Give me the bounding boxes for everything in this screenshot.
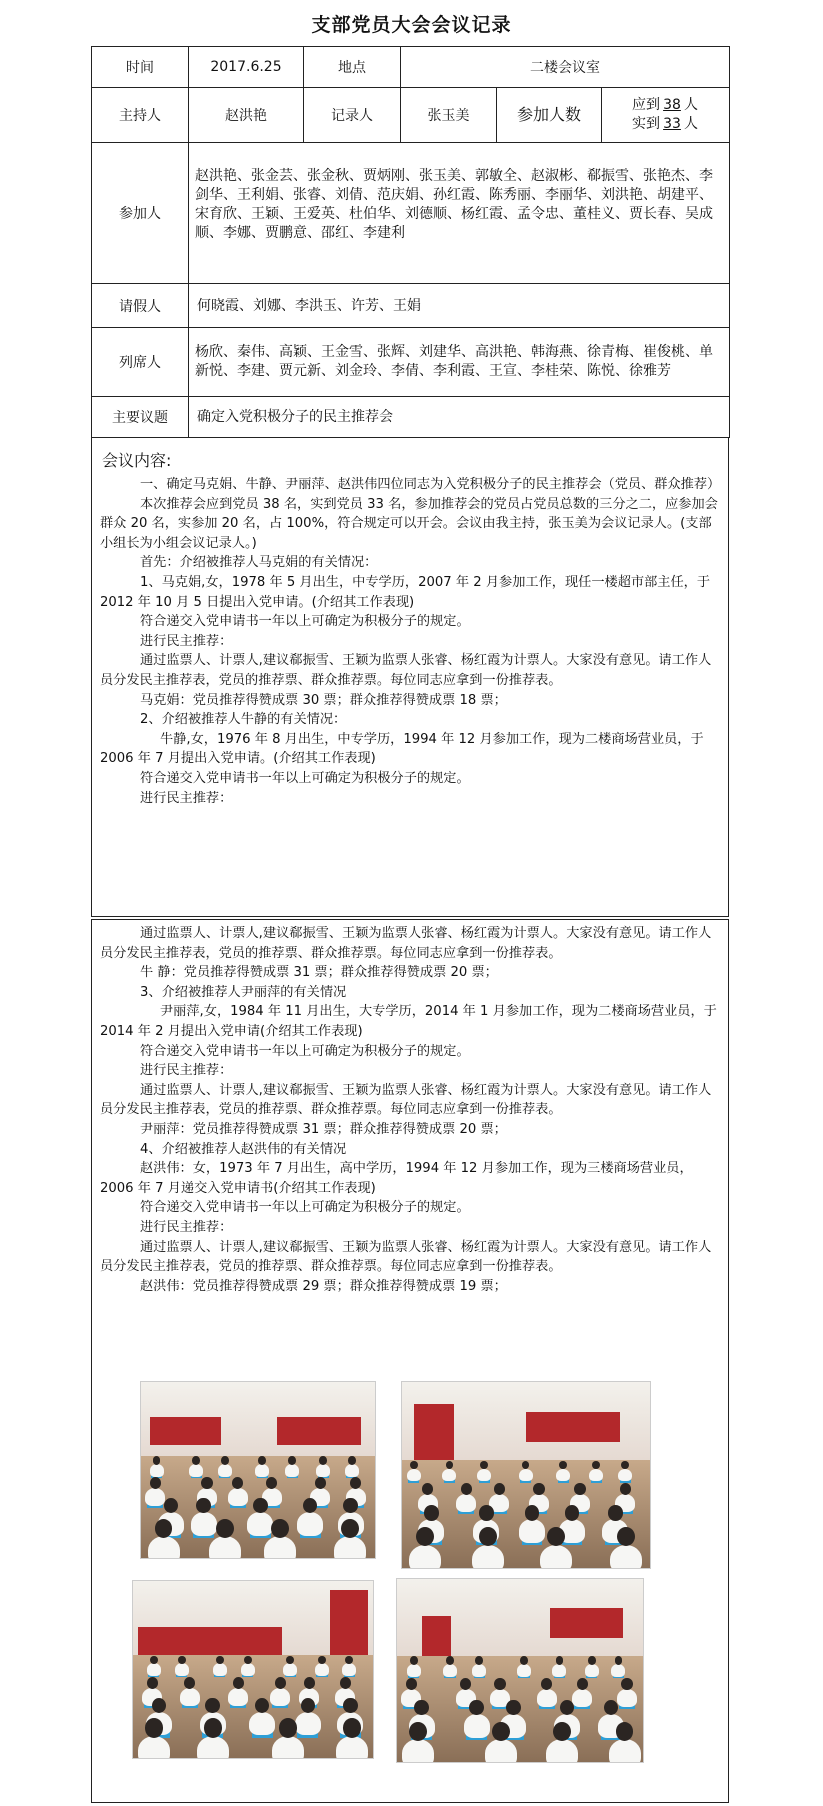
host-value: 赵洪艳	[189, 88, 304, 143]
content-paragraph: 首先：介绍被推荐人马克娟的有关情况：	[140, 555, 378, 571]
attendees-label: 参加人	[92, 143, 189, 284]
time-label: 时间	[92, 47, 189, 88]
topic-text: 确定入党积极分子的民主推荐会	[189, 397, 730, 438]
meeting-info-table	[91, 46, 730, 438]
content-paragraph: 赵洪伟：女，1973 年 7 月出生，高中学历，1994 年 12 月参加工作，现为三楼商场营业员，2006 年 7 月递交入党申请书(介绍其工作表现)	[100, 1161, 693, 1196]
content-paragraphs-1	[100, 475, 720, 808]
row-topic	[92, 397, 730, 438]
content-paragraph: 尹丽萍,女，1984 年 11 月出生，大专学历，2014 年 1 月参加工作，现为二楼商场营业员，于 2014 年 2 月提出入党申请(介绍其工作表现)	[100, 1004, 717, 1039]
host-label: 主持人	[92, 88, 189, 143]
arrived-number: 33	[663, 116, 681, 132]
meeting-content-page-2	[91, 919, 729, 1803]
row-attendees	[92, 143, 730, 284]
row-observers	[92, 328, 730, 397]
expected-count: 应到 38 人	[632, 97, 698, 113]
count-label: 参加人数	[497, 88, 602, 143]
location-value: 二楼会议室	[401, 47, 730, 88]
content-paragraph: 符合递交入党申请书一年以上可确定为积极分子的规定。	[140, 770, 470, 786]
meeting-content-page-1	[91, 437, 729, 917]
content-paragraph: 符合递交入党申请书一年以上可确定为积极分子的规定。	[140, 614, 470, 630]
content-paragraph: 符合递交入党申请书一年以上可确定为积极分子的规定。	[140, 1043, 470, 1059]
content-paragraph: 牛 静：党员推荐得赞成票 31 票；群众推荐得赞成票 20 票；	[140, 965, 498, 981]
content-paragraph: 马克娟：党员推荐得赞成票 30 票；群众推荐得赞成票 18 票；	[140, 692, 507, 708]
meeting-photo-2	[401, 1381, 651, 1569]
meeting-photo-4	[396, 1578, 644, 1763]
observers-label: 列席人	[92, 328, 189, 397]
row-host-recorder	[92, 88, 730, 143]
recorder-value: 张玉美	[401, 88, 497, 143]
content-paragraph: 2、介绍被推荐人牛静的有关情况：	[140, 712, 347, 728]
content-paragraph: 3、介绍被推荐人尹丽萍的有关情况	[140, 984, 347, 1000]
content-paragraph: 进行民主推荐：	[140, 1219, 233, 1235]
content-paragraph: 本次推荐会应到党员 38 名，实到党员 33 名，参加推荐会的党员占党员总数的三分之二，应参加会群众 20 名，实参加 20 名，占 100%，符合规定可以开会。会议由我主持，张玉美为会议记录人。(支部小组长为小组会议记录人。)	[100, 496, 718, 551]
observers-list: 杨欣、秦伟、高颖、王金雪、张辉、刘建华、高洪艳、韩海燕、徐青梅、崔俊桃、单新悦、李建、贾元新、刘金玲、李倩、李利霞、王宣、李桂荣、陈悦、徐雅芳	[189, 328, 730, 397]
location-label: 地点	[304, 47, 401, 88]
arrived-count: 实到 33 人	[632, 116, 698, 132]
content-paragraph: 进行民主推荐：	[140, 790, 233, 806]
time-value: 2017.6.25	[189, 47, 304, 88]
topic-label: 主要议题	[92, 397, 189, 438]
content-paragraph: 通过监票人、计票人,建议郗振雪、王颖为监票人张睿、杨红霞为计票人。大家没有意见。请工作人员分发民主推荐表，党员的推荐票、群众推荐票。每位同志应拿到一份推荐表。	[100, 653, 712, 688]
content-paragraph: 通过监票人、计票人,建议郗振雪、王颖为监票人张睿、杨红霞为计票人。大家没有意见。请工作人员分发民主推荐表，党员的推荐票、群众推荐票。每位同志应拿到一份推荐表。	[100, 1082, 712, 1118]
content-paragraph: 1、马克娟,女，1978 年 5 月出生，中专学历，2007 年 2 月参加工作，现任一楼超市部主任，于 2012 年 10 月 5 日提出入党申请。(介绍其工作表现)	[100, 574, 711, 610]
leave-list: 何晓霞、刘娜、李洪玉、许芳、王娟	[189, 284, 730, 328]
content-paragraph: 进行民主推荐：	[140, 1063, 233, 1079]
content-paragraph: 4、介绍被推荐人赵洪伟的有关情况	[140, 1141, 347, 1157]
content-paragraph: 通过监票人、计票人,建议郗振雪、王颖为监票人张睿、杨红霞为计票人。大家没有意见。请工作人员分发民主推荐表，党员的推荐票、群众推荐票。每位同志应拿到一份推荐表。	[100, 926, 712, 961]
content-paragraphs-2	[100, 924, 720, 1296]
count-values	[602, 88, 730, 143]
document-title: 支部党员大会会议记录	[311, 14, 512, 36]
content-paragraph: 赵洪伟：党员推荐得赞成票 29 票；群众推荐得赞成票 19 票；	[140, 1278, 507, 1294]
meeting-photo-1	[140, 1381, 376, 1559]
row-time-location	[92, 47, 730, 88]
expected-number: 38	[663, 97, 681, 113]
content-paragraph: 符合递交入党申请书一年以上可确定为积极分子的规定。	[140, 1200, 470, 1216]
recorder-label: 记录人	[304, 88, 401, 143]
row-leave	[92, 284, 730, 328]
content-paragraph: 进行民主推荐：	[140, 633, 233, 649]
attendees-list: 赵洪艳、张金芸、张金秋、贾炳刚、张玉美、郭敏全、赵淑彬、郗振雪、张艳杰、李剑华、王利娟、张睿、刘倩、范庆娟、孙红霞、陈秀丽、李丽华、刘洪艳、胡建平、宋育欣、王颖、王爱英、杜伯华、刘德顺、杨红霞、孟令忠、董桂义、贾长春、吴成顺、李娜、贾鹏意、邵红、李建利	[189, 143, 730, 284]
content-paragraph: 尹丽萍：党员推荐得赞成票 31 票；群众推荐得赞成票 20 票；	[140, 1121, 507, 1137]
content-paragraph: 牛静,女，1976 年 8 月出生，中专学历，1994 年 12 月参加工作，现为二楼商场营业员，于 2006 年 7 月提出入党申请。(介绍其工作表现)	[100, 731, 704, 767]
content-paragraph: 通过监票人、计票人,建议郗振雪、王颖为监票人张睿、杨红霞为计票人。大家没有意见。请工作人员分发民主推荐表，党员的推荐票、群众推荐票。每位同志应拿到一份推荐表。	[100, 1239, 712, 1275]
content-heading: 会议内容:	[102, 451, 172, 470]
leave-label: 请假人	[92, 284, 189, 328]
content-paragraph: 一、确定马克娟、牛静、尹丽萍、赵洪伟四位同志为入党积极分子的民主推荐会（党员、群众推荐）	[140, 477, 721, 492]
meeting-photo-3	[132, 1580, 374, 1759]
